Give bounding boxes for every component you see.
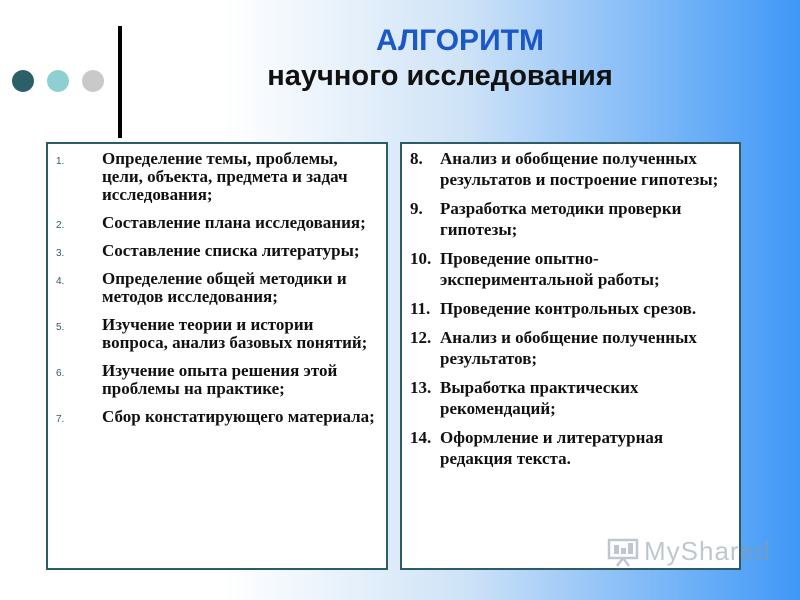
- list-item: [56, 408, 380, 426]
- item-number: 3.: [56, 248, 65, 259]
- item-number: 2.: [56, 220, 65, 231]
- list-item: [56, 150, 380, 204]
- list-item: [410, 298, 733, 319]
- item-text: Анализ и обобщение полученных результатов и построение гипотезы;: [440, 149, 719, 189]
- item-text: Определение общей методики и методов исследования;: [102, 269, 347, 306]
- watermark-logo: [606, 536, 771, 567]
- item-number: 7.: [56, 414, 65, 425]
- title-line-2: научного исследования: [267, 60, 613, 92]
- decorative-dots: [12, 70, 104, 92]
- title-line-1: АЛГОРИТМ: [376, 24, 544, 57]
- item-number: 14.: [410, 428, 432, 447]
- item-text: Определение темы, проблемы, цели, объекта, предмета и задач исследования;: [102, 149, 348, 204]
- item-text: Оформление и литературная редакция текста.: [440, 428, 664, 468]
- item-text: Проведение контрольных срезов.: [440, 299, 697, 318]
- left-steps-list: [48, 144, 386, 426]
- list-item: [410, 198, 733, 240]
- item-number: 5.: [56, 322, 65, 333]
- item-text: Проведение опытно-экспериментальной работы;: [440, 249, 660, 289]
- item-number: 12.: [410, 328, 432, 347]
- item-text: Изучение опыта решения этой проблемы на практике;: [102, 361, 338, 398]
- item-number: 6.: [56, 368, 65, 379]
- item-number: 11.: [410, 299, 431, 318]
- item-number: 1.: [56, 156, 65, 167]
- dot-grey: [82, 70, 104, 92]
- item-text: Выработка практических рекомендаций;: [440, 378, 639, 418]
- dot-dark: [12, 70, 34, 92]
- watermark-text: MyShared: [644, 536, 771, 566]
- item-number: 10.: [410, 249, 432, 268]
- item-text: Изучение теории и истории вопроса, анализ базовых понятий;: [102, 315, 368, 352]
- list-item: [56, 270, 380, 306]
- item-text: Составление списка литературы;: [102, 241, 360, 260]
- list-item: [410, 148, 733, 190]
- list-item: [410, 327, 733, 369]
- item-text: Сбор констатирующего материала;: [102, 407, 375, 426]
- item-number: 8.: [410, 149, 423, 168]
- item-number: 13.: [410, 378, 432, 397]
- presentation-board-icon: [606, 537, 640, 567]
- list-item: [410, 427, 733, 469]
- list-item: [56, 362, 380, 398]
- right-steps-box: [400, 142, 741, 570]
- item-text: Разработка методики проверки гипотезы;: [440, 199, 682, 239]
- vertical-divider: [118, 26, 122, 138]
- slide-title: [240, 24, 640, 94]
- left-steps-box: [46, 142, 388, 570]
- dot-light: [47, 70, 69, 92]
- right-steps-list: [402, 144, 739, 469]
- item-number: 9.: [410, 199, 423, 218]
- list-item: [410, 248, 733, 290]
- list-item: [56, 214, 380, 232]
- item-number: 4.: [56, 276, 65, 287]
- list-item: [56, 316, 380, 352]
- item-text: Анализ и обобщение полученных результатов;: [440, 328, 697, 368]
- item-text: Составление плана исследования;: [102, 213, 366, 232]
- list-item: [410, 377, 733, 419]
- list-item: [56, 242, 380, 260]
